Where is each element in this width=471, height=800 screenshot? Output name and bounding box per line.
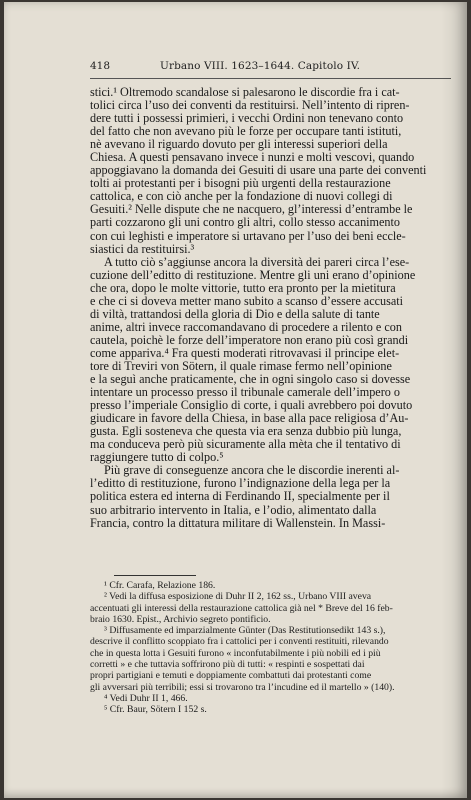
- footnote-line: ¹ Cfr. Carafa, Relazione 186.: [104, 580, 216, 591]
- text-line: con cui leghisti e imperatore si urtavano per l’uso dei beni eccle-: [90, 228, 406, 243]
- footnote-line: che in questa lotta i Gesuiti furono « inconfutabilmente i più nobili ed i più: [90, 647, 381, 659]
- text-line: gusta. Egli sosteneva che questa via era senza dubbio più lunga,: [90, 424, 402, 439]
- footnotes: [90, 580, 452, 716]
- text-line: dere tutti i possessi primieri, i vecchi Ordini non tenevano conto: [90, 111, 404, 126]
- main-text: [90, 86, 452, 530]
- text-line: siastici da restituirsi.³: [90, 241, 195, 256]
- text-line: tolici circa l’uso dei conventi da restituirsi. Nell’intento di ripren-: [90, 98, 410, 113]
- text-line: intentare un processo presso il tribunale camerale dell’impero o: [90, 385, 400, 400]
- footnote-line: ⁵ Cfr. Baur, Sötern I 152 s.: [104, 704, 207, 716]
- footnote-line: accentuati gli interessi della restaurazione cattolica già nel * Breve del 16 feb-: [90, 602, 393, 614]
- text-line: presso l’imperiale Consiglio di corte, i quali avrebbero poi dovuto: [90, 398, 413, 413]
- text-line: del fatto che non avevano più le forze per occupare tanti istituti,: [90, 124, 402, 139]
- text-line: nè avevano il riguardo dovuto per gli interessi superiori della: [90, 137, 388, 152]
- text-line: appoggiavano la domanda dei Gesuiti di usare una parte dei conventi: [90, 163, 427, 178]
- text-line: l’editto di restituzione, furono l’indignazione della lega per la: [90, 476, 391, 491]
- footnote-line: ³ Diffusamente ed imparzialmente Günter (Das Restitutionsedikt 143 s.),: [104, 625, 386, 637]
- footnote-line: descrive il conflitto scoppiato fra i cattolici per i conventi restituiti, rilevando: [90, 636, 389, 648]
- text-line: e la seguì anche praticamente, che in ogni singolo caso si dovesse: [90, 372, 411, 387]
- text-line: e che ci si doveva metter mano subito a scanso d’essere accusati: [90, 293, 404, 308]
- text-line: che ora, dopo le molte vittorie, tutto era pronto per la mietitura: [90, 280, 396, 295]
- text-line: come appariva.⁴ Fra questi moderati ritrovavasi il principe elet-: [90, 345, 400, 360]
- text-line: giudicare in favore della Chiesa, in base alla pace religiosa d’Au-: [90, 411, 409, 426]
- running-title: Urbano VIII. 1623–1644. Capitolo IV.: [160, 60, 361, 72]
- footnote-line: gli avversari più terribili; essi si trovarono tra l’incudine ed il martello » (140).: [90, 681, 395, 693]
- text-line: ma conduceva però più sicuramente alla mèta che il tentativo di: [90, 437, 401, 452]
- book-page: [4, 2, 467, 798]
- text-line: Più grave di conseguenze ancora che le discordie inerenti al-: [104, 463, 400, 478]
- text-line: Gesuiti.² Nelle dispute che ne nacquero, gl’interessi d’entrambe le: [90, 202, 413, 217]
- text-line: parti cozzarono gli uni contro gli altri, collo stesso accanimento: [90, 215, 401, 230]
- text-line: Chiesa. A questi pensavano invece i nunzi e molti vescovi, quando: [90, 150, 415, 165]
- text-line: tolti ai protestanti per i bisogni più urgenti della restaurazione: [90, 176, 391, 191]
- footnote-line: ⁴ Vedi Duhr II 1, 466.: [104, 692, 188, 704]
- text-line: raggiungere tutto di colpo.⁵: [90, 450, 224, 465]
- text-line: cuzione dell’editto di restituzione. Mentre gli uni erano d’opinione: [90, 267, 416, 282]
- footnote-separator: [114, 575, 196, 576]
- text-line: suo arbitrario intervento in Italia, e l’odio, alimentato dalla: [90, 502, 377, 517]
- text-line: di viltà, trattandosi della gloria di Dio e della salute di tante: [90, 306, 380, 321]
- text-line: tore di Treviri von Sötern, il quale rimase fermo nell’opinione: [90, 358, 392, 373]
- text-line: politica estera ed interna di Ferdinando II, specialmente per il: [90, 489, 390, 504]
- text-line: Francia, contro la dittatura militare di Wallenstein. In Massi-: [90, 515, 386, 530]
- footnote-line: propri partigiani e temuti e doppiamente combattuti dai protestanti come: [90, 670, 372, 682]
- header-rule: [90, 78, 451, 79]
- page-number: 418: [90, 60, 111, 72]
- text-line: stici.¹ Oltremodo scandalose si palesarono le discordie fra i cat-: [90, 85, 400, 99]
- text-line: cautela, poichè le forze dell’imperatore non erano più così grandi: [90, 332, 409, 347]
- text-line: anime, altri invece raccomandavano di procedere a rilento e con: [90, 319, 402, 334]
- footnote-line: ² Vedi la diffusa esposizione di Duhr II 2, 162 ss., Urbano VIII aveva: [104, 591, 372, 603]
- text-line: A tutto ciò s’aggiunse ancora la diversità dei pareri circa l’ese-: [104, 254, 410, 269]
- footnote-line: braio 1630. Epist., Archivio segreto pontificio.: [90, 613, 271, 625]
- page-header: [90, 60, 439, 76]
- text-line: cattolica, e con ciò anche per la fondazione di nuovi collegi di: [90, 189, 393, 204]
- footnote-line: corretti » e che tuttavia soffrirono più di tutti: « respinti e sospettati dai: [90, 659, 365, 671]
